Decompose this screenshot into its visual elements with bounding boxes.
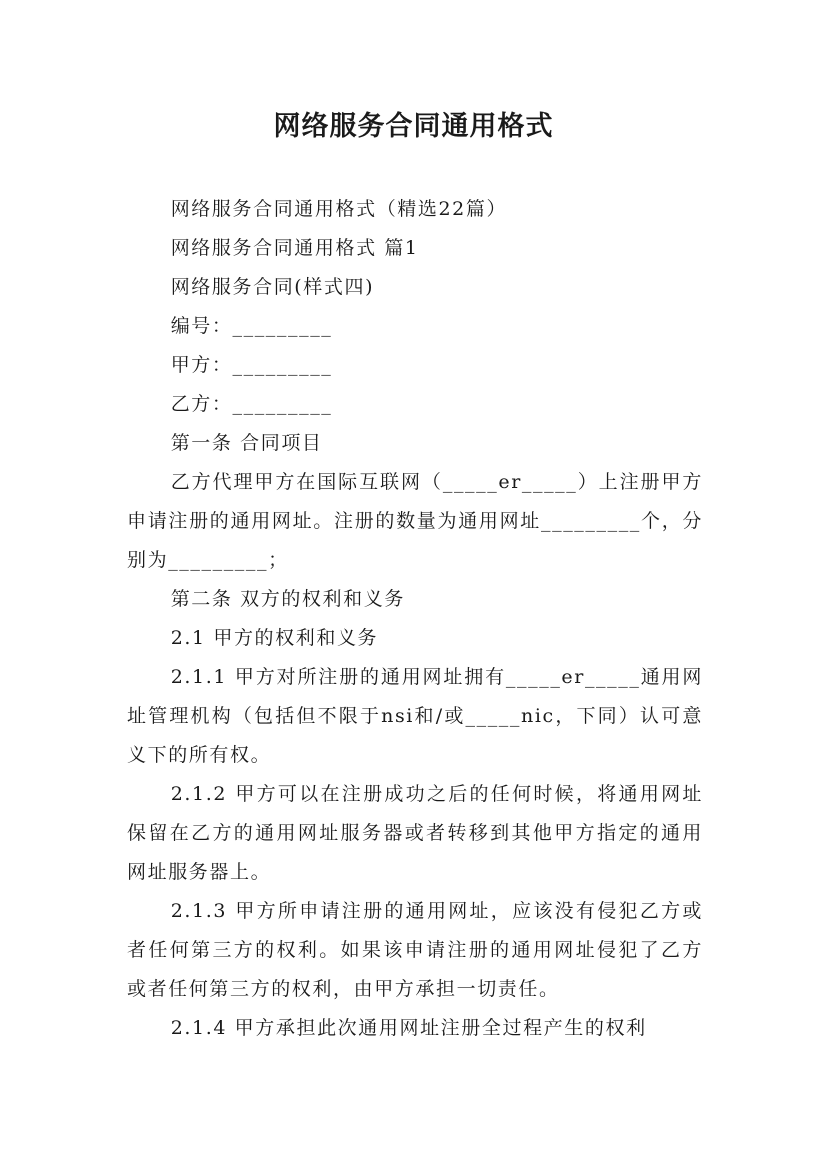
paragraph-number-field: 编号：_________ [170, 315, 333, 337]
paragraph-party-a-field: 甲方：_________ [170, 354, 333, 376]
paragraph-clause-2-1-3: 2.1.3 甲方所申请注册的通用网址，应该没有侵犯乙方或者任何第三方的权利。如果该申请注册的通用网址侵犯了乙方或者任何第三方的权利，由甲方承担一切责任。 [127, 900, 703, 1000]
paragraph-clause-2-1: 2.1 甲方的权利和义务 [170, 627, 379, 649]
paragraph-contract-name: 网络服务合同(样式四) [170, 276, 375, 298]
document-title: 网络服务合同通用格式 [273, 111, 554, 142]
paragraph-section-heading: 网络服务合同通用格式 篇1 [170, 237, 419, 259]
document-body [127, 190, 703, 1048]
paragraph-party-b-field: 乙方：_________ [170, 393, 333, 415]
paragraph-article-1-heading: 第一条 合同项目 [170, 432, 323, 454]
paragraph-subtitle: 网络服务合同通用格式（精选22篇） [170, 198, 508, 220]
paragraph-article-2-heading: 第二条 双方的权利和义务 [170, 588, 405, 610]
paragraph-clause-2-1-2: 2.1.2 甲方可以在注册成功之后的任何时候，将通用网址保留在乙方的通用网址服务器或者转移到其他甲方指定的通用网址服务器上。 [127, 783, 703, 883]
paragraph-clause-2-1-1: 2.1.1 甲方对所注册的通用网址拥有_____er_____通用网址管理机构（包括但不限于nsi和/或_____nic，下同）认可意义下的所有权。 [127, 666, 703, 766]
paragraph-clause-2-1-4: 2.1.4 甲方承担此次通用网址注册全过程产生的权利 [170, 1017, 647, 1039]
paragraph-article-1-body: 乙方代理甲方在国际互联网（_____er_____）上注册甲方申请注册的通用网址。注册的数量为通用网址_________个，分别为_________； [127, 471, 703, 571]
